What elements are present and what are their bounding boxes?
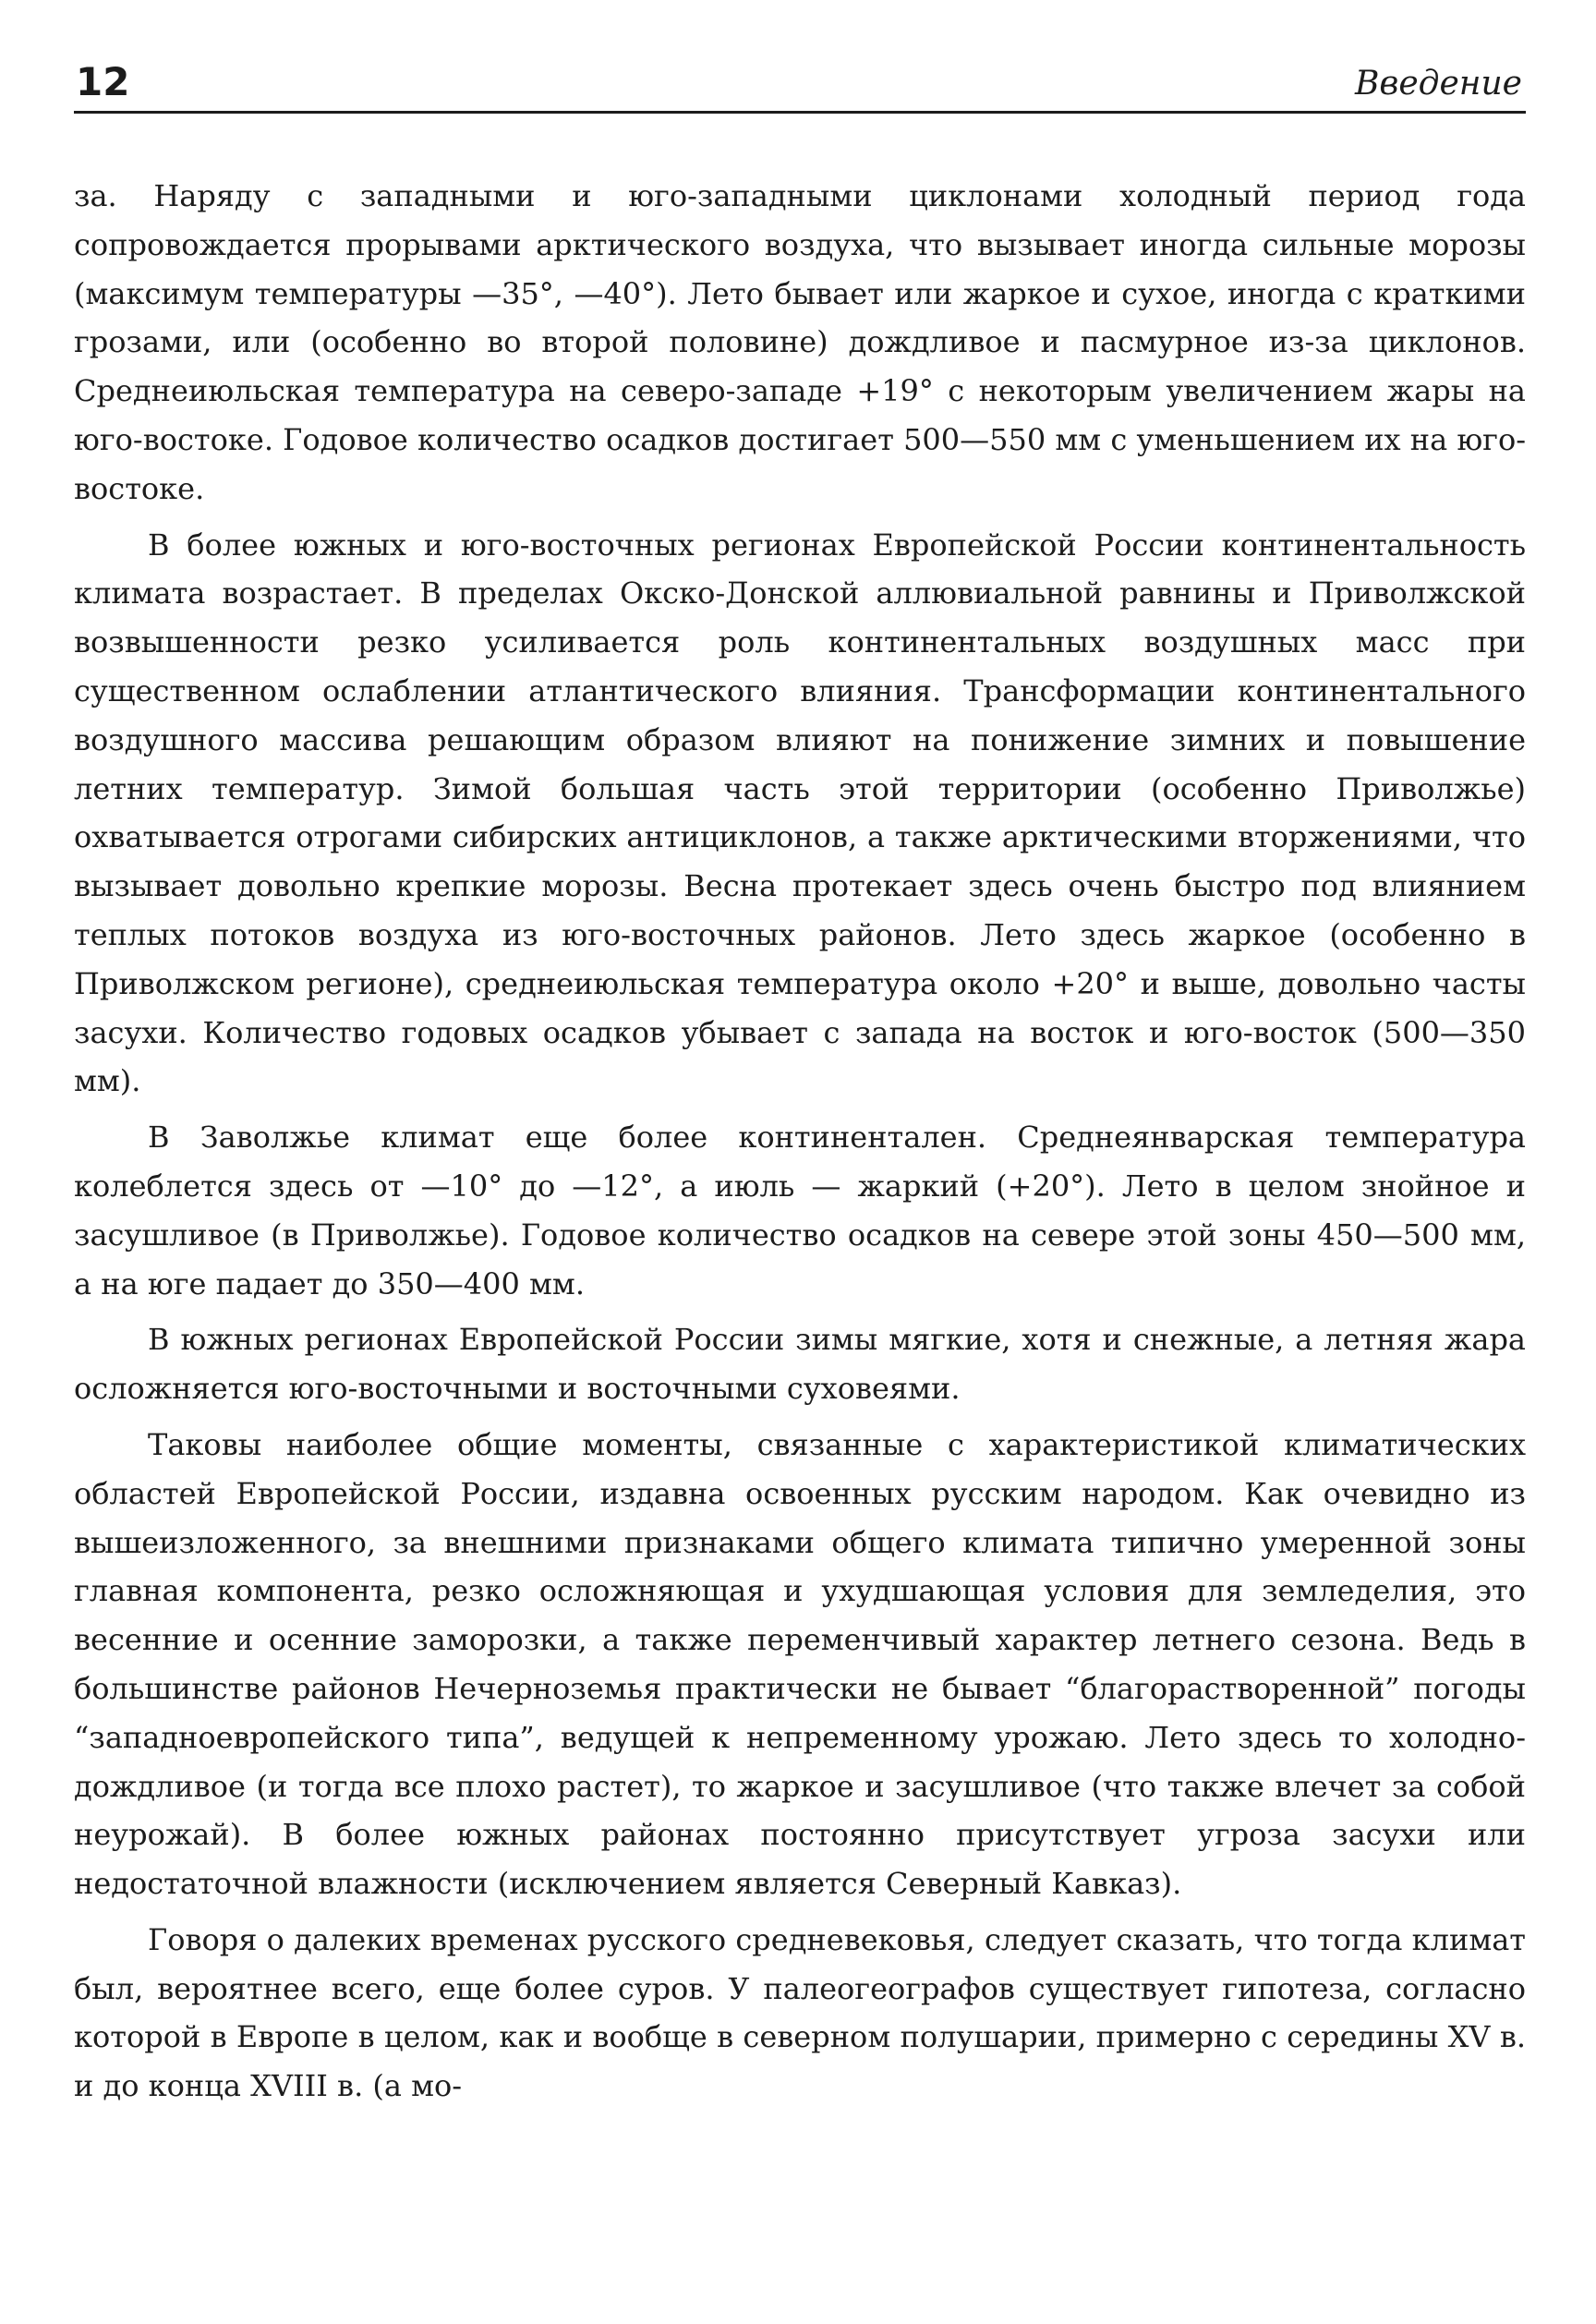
page-header (74, 54, 1526, 114)
paragraph: Таковы наиболее общие моменты, связанные с характеристикой климатических областей Европейской России, издавна освоенных русским народом. Как очевидно из вышеизложенного, за внешними признаками общего климата типично умеренной зоны главная компонента, резко осложняющая и ухудшающая условия для земледелия, это весенние и осенние заморозки, а также переменчивый характер летнего сезона. Ведь в большинстве районов Нечерноземья практически не бывает “благорастворенной” погоды “западноевропейского типа”, ведущей к непременному урожаю. Лето здесь то холодно-дождливое (и тогда все плохо растет), то жаркое и засушливое (что также влечет за собой неурожай). В более южных районах постоянно присутствует угроза засухи или недостаточной влажности (исключением является Северный Кавказ). (74, 1426, 1526, 1902)
paragraph: В более южных и юго-восточных регионах Европейской России континентальность климата возрастает. В пределах Окско-Донской аллювиальной равнины и Приволжской возвышенности резко усиливается роль континентальных воздушных масс при существенном ослаблении атлантического влияния. Трансформации континентального воздушного массива решающим образом влияют на понижение зимних и повышение летних температур. Зимой большая часть этой территории (особенно Приволжье) охватывается отрогами сибирских антициклонов, а также арктическими вторжениями, что вызывает довольно крепкие морозы. Весна протекает здесь очень быстро под влиянием теплых потоков воздуха из юго-восточных районов. Лето здесь жаркое (особенно в Приволжском регионе), среднеиюльская температура около +20° и выше, довольно часты засухи. Количество годовых осадков убывает с запада на восток и юго-восток (500—350 мм). (74, 527, 1526, 1099)
paragraph: В южных регионах Европейской России зимы мягкие, хотя и снежные, а летняя жара осложняется юго-восточными и восточными суховеями. (74, 1322, 1526, 1407)
paragraph: Говоря о далеких временах русского средневековья, следует сказать, что тогда климат был, вероятнее всего, еще более суров. У палеогеографов существует гипотеза, согласно которой в Европе в целом, как и вообще в северном полушарии, примерно с середины XV в. и до конца XVIII в. (а мо- (74, 1921, 1526, 2104)
paragraph: В Заволжье климат еще более континентален. Среднеянварская температура колеблется здесь от —10° до —12°, а июль — жаркий (+20°). Лето в целом знойное и засушливое (в Приволжье). Годовое количество осадков на севере этой зоны 450—500 мм, а на юге падает до 350—400 мм. (74, 1120, 1526, 1301)
running-head: Введение (1354, 65, 1522, 103)
page-number: 12 (76, 59, 130, 104)
paragraph-continuation: за. Наряду с западными и юго-западными циклонами холодный период года сопровождается прорывами арктического воздуха, что вызывает иногда сильные морозы (максимум температуры —35°, —40°). Лето бывает или жаркое и сухое, иногда с краткими грозами, или (особенно во второй половине) дождливое и пасмурное из-за циклонов. Среднеиюльская температура на северо-западе +19° с некоторым увеличением жары на юго-востоке. Годовое количество осадков достигает 500—550 мм с уменьшением их на юго-востоке. (74, 178, 1527, 506)
page-body (74, 172, 1526, 2111)
